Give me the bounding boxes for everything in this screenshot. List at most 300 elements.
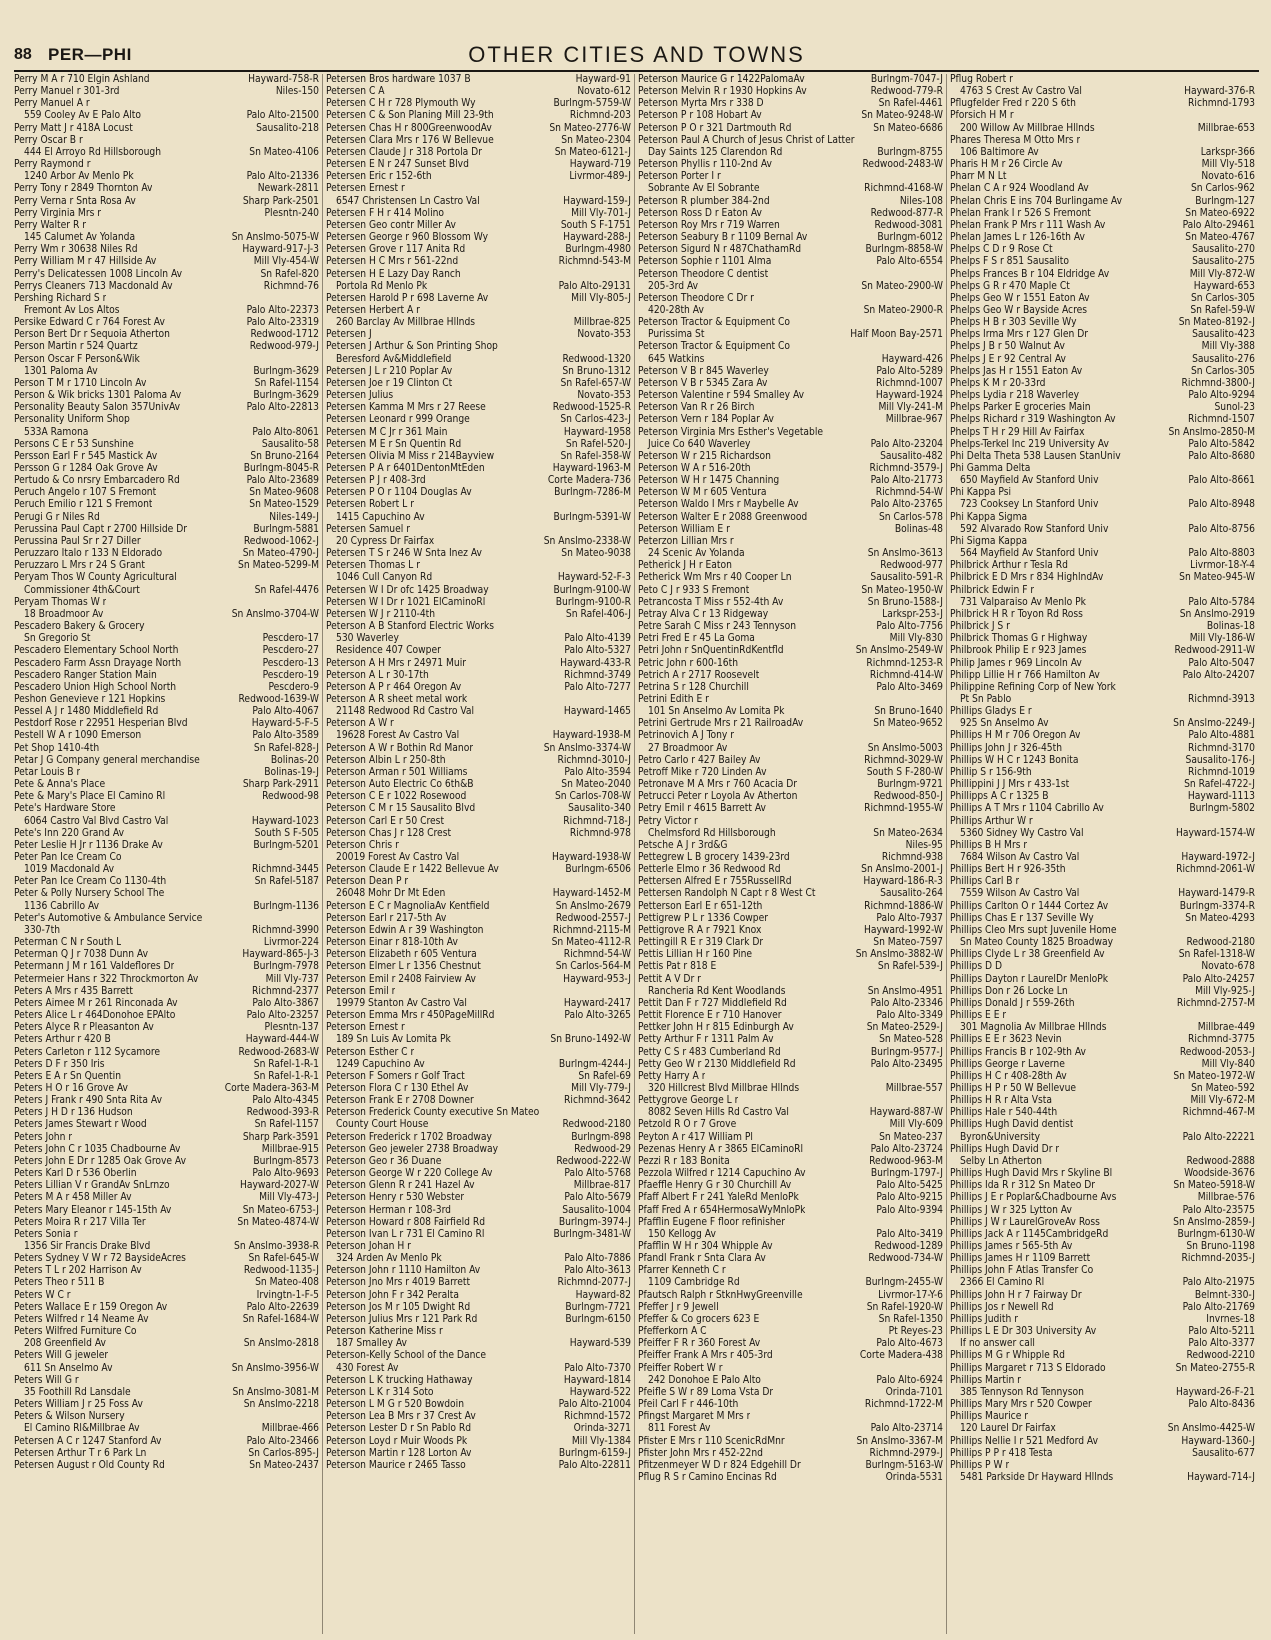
directory-entry xyxy=(950,1083,1255,1095)
entry-name: Petersen H C Mrs r 561-22nd xyxy=(326,256,459,268)
directory-entry xyxy=(638,1119,943,1131)
entry-name: Sn Gregorio St xyxy=(24,633,91,645)
entry-phone: Mill Vly-779-J xyxy=(571,1082,631,1094)
entry-name: 330-7th xyxy=(24,924,61,936)
entry-name: Phelps T H r 29 Hill Av Fairfax xyxy=(950,426,1085,438)
entry-name: Pete's Inn 220 Grand Av xyxy=(14,827,124,839)
entry-phone: Richmnd-978 xyxy=(569,827,631,839)
directory-entry xyxy=(326,427,631,439)
entry-phone: Sn Anslmo-3081-M xyxy=(232,1386,319,1398)
entry-name: Petrancosta T Miss r 552-4th Av xyxy=(638,596,784,608)
entry-name: Peterson Chris r xyxy=(326,839,399,851)
entry-phone: Burlngm-898 xyxy=(571,1131,631,1143)
entry-name: Phillips Hugh David Dr r xyxy=(950,1143,1060,1155)
directory-entry xyxy=(14,645,319,657)
directory-entry xyxy=(14,560,319,572)
entry-name: Phelps J B r 50 Walnut Av xyxy=(950,341,1065,353)
entry-name: Peterson Theodore C Dr r xyxy=(638,292,754,304)
directory-entry xyxy=(14,658,319,670)
directory-entry xyxy=(326,1095,631,1107)
directory-entry xyxy=(638,548,943,560)
entry-phone: Hayward-2417 xyxy=(563,997,631,1009)
entry-name: Pezenas Henry A r 3865 ElCaminoRl xyxy=(638,1143,804,1155)
entry-name: 592 Alvarado Row Stanford Univ xyxy=(960,523,1109,535)
directory-entry xyxy=(14,341,319,353)
entry-name: Peterson E C r MagnoliaAv Kentfield xyxy=(326,900,490,912)
entry-name: Petersen W I Dr r 1021 ElCaminoRl xyxy=(326,596,486,608)
entry-phone: Sn Rafel-1350 xyxy=(878,1313,943,1325)
entry-phone: Richmnd-2077-J xyxy=(557,1277,631,1289)
entry-phone: Sn Rafel-406-J xyxy=(565,608,631,620)
directory-column-3 xyxy=(638,74,943,1634)
entry-name: Peters Wilfred Furniture Co xyxy=(14,1326,137,1338)
entry-phone: Mill Vly-805-J xyxy=(571,292,631,304)
directory-entry xyxy=(950,864,1255,876)
entry-name: Petermann J M r 161 Valdeflores Dr xyxy=(14,961,175,973)
directory-entry xyxy=(14,803,319,815)
directory-entry xyxy=(950,232,1255,244)
directory-entry xyxy=(950,1350,1255,1362)
entry-phone: Hayward-653 xyxy=(1193,280,1255,292)
entry-phone: Palo Alto-7370 xyxy=(564,1362,631,1374)
directory-entry xyxy=(14,1205,319,1217)
directory-entry xyxy=(638,196,943,208)
entry-phone: Redwood-2483-W xyxy=(862,159,943,171)
entry-name: 1109 Cambridge Rd xyxy=(648,1277,740,1289)
entry-phone: Palo Alto-21500 xyxy=(246,110,319,122)
directory-entry xyxy=(326,961,631,973)
directory-entry xyxy=(638,1387,943,1399)
directory-entry xyxy=(326,1010,631,1022)
entry-phone: South S F-1751 xyxy=(560,219,631,231)
entry-phone: Palo Alto-21773 xyxy=(870,475,943,487)
entry-phone: Sn Carlos-305 xyxy=(1190,292,1255,304)
entry-name: Phillips J W r 325 Lytton Av xyxy=(950,1204,1072,1216)
directory-entry xyxy=(638,98,943,110)
entry-name: Pfefferkorn A C xyxy=(638,1326,707,1338)
entry-name: Peterson A R sheet metal work xyxy=(326,693,468,705)
directory-entry xyxy=(638,1083,943,1095)
entry-name: Petry Emil r 4615 Barrett Av xyxy=(638,803,766,815)
entry-phone: Palo Alto-7937 xyxy=(876,912,943,924)
entry-name: 7559 Wilson Av Castro Val xyxy=(960,888,1080,900)
entry-name: Phelps F S r 851 Sausalito xyxy=(950,256,1069,268)
entry-phone: Palo Alto-3613 xyxy=(564,1265,631,1277)
entry-phone: Sn Rafel-358-W xyxy=(560,450,631,462)
directory-entry xyxy=(638,925,943,937)
entry-name: Phillippini J J Mrs r 433-1st xyxy=(950,779,1070,791)
entry-phone: Redwood-1712 xyxy=(250,329,319,341)
directory-entry xyxy=(326,1071,631,1083)
entry-name: Petterle Elmo r 36 Redwood Rd xyxy=(638,864,781,876)
directory-entry xyxy=(638,110,943,122)
entry-name: Peters William J r 25 Foss Av xyxy=(14,1399,143,1411)
entry-phone: Palo Alto-22813 xyxy=(246,402,319,414)
entry-name: Peterson L K r 314 Soto xyxy=(326,1386,434,1398)
entry-name: 645 Watkins xyxy=(648,353,705,365)
entry-name: Pharr M N Lt xyxy=(950,171,1007,183)
entry-name: Pessel A J r 1480 Middlefield Rd xyxy=(14,706,159,718)
entry-phone: Hayward-1958 xyxy=(563,426,631,438)
entry-name: Philbrick J S r xyxy=(950,621,1010,633)
entry-phone: Palo Alto-23689 xyxy=(246,475,319,487)
directory-entry xyxy=(950,1180,1255,1192)
entry-name: Peterman Q J r 7038 Dunn Av xyxy=(14,949,149,961)
entry-name: Peters Alice L r 464Donohoe EPAlto xyxy=(14,1010,176,1022)
entry-name: Phelps-Terkel Inc 219 University Av xyxy=(950,438,1109,450)
entry-phone: Millbrae-653 xyxy=(1197,122,1255,134)
directory-entry xyxy=(14,816,319,828)
entry-phone: Sn Anslmo-3956-W xyxy=(231,1362,319,1374)
entry-phone: Sn Mateo-6686 xyxy=(873,122,943,134)
entry-phone: Sn Anslmo-2919 xyxy=(1179,608,1255,620)
directory-entry xyxy=(950,317,1255,329)
entry-phone: Sn Mateo-2634 xyxy=(873,827,943,839)
entry-name: Petersen W I Dr ofc 1425 Broadway xyxy=(326,584,489,596)
directory-entry xyxy=(638,633,943,645)
directory-entry xyxy=(638,706,943,718)
directory-entry xyxy=(14,743,319,755)
directory-entry xyxy=(326,183,631,195)
directory-entry xyxy=(950,463,1255,475)
entry-name: Petersen C A xyxy=(326,86,385,98)
entry-phone: South S F-280-W xyxy=(866,766,943,778)
entry-name: Phillips P W r xyxy=(950,1459,1010,1471)
entry-phone: Sn Mateo-9652 xyxy=(873,718,943,730)
entry-name: Peterson L M G r 520 Bowdoin xyxy=(326,1399,464,1411)
entry-name: Petrini Gertrude Mrs r 21 RailroadAv xyxy=(638,718,804,730)
directory-entry xyxy=(950,475,1255,487)
directory-entry xyxy=(326,658,631,670)
directory-entry xyxy=(638,913,943,925)
entry-name: Phillips John H r 7 Fairway Dr xyxy=(950,1289,1082,1301)
entry-phone: Burlngm-3629 xyxy=(253,365,319,377)
entry-phone: Palo Alto-5842 xyxy=(1188,438,1255,450)
entry-phone: Hayward-865-J-3 xyxy=(242,949,319,961)
entry-name: Peterson W A r 516-20th xyxy=(638,463,751,474)
entry-name: Peter & Polly Nursery School The xyxy=(14,888,165,900)
directory-entry xyxy=(326,548,631,560)
entry-name: 20 Cypress Dr Fairfax xyxy=(336,535,435,547)
directory-entry xyxy=(14,1217,319,1229)
directory-entry xyxy=(638,572,943,584)
entry-name: Peterson Roy Mrs r 719 Warren xyxy=(638,219,780,231)
entry-phone: Mill Vly-830 xyxy=(889,633,943,645)
directory-entry xyxy=(950,658,1255,670)
entry-name: 242 Donohoe E Palo Alto xyxy=(648,1374,761,1386)
directory-entry xyxy=(638,755,943,767)
entry-phone: Palo Alto-3589 xyxy=(252,730,319,742)
entry-phone: Sn Rafel-828-J xyxy=(253,742,319,754)
directory-entry xyxy=(950,937,1255,949)
entry-name: Peters Theo r 511 B xyxy=(14,1277,105,1289)
entry-name: 106 Baltimore Av xyxy=(960,146,1039,158)
directory-entry xyxy=(950,816,1255,828)
entry-name: Pfister John Mrs r 452-22nd xyxy=(638,1447,763,1459)
directory-entry xyxy=(14,1156,319,1168)
entry-phone: Sn Mateo-6753-J xyxy=(242,1204,319,1216)
entry-name: Residence 407 Cowper xyxy=(336,645,441,657)
entry-phone: Palo Alto-3594 xyxy=(564,766,631,778)
entry-name: Day Saints 125 Clarendon Rd xyxy=(648,146,783,158)
directory-entry xyxy=(14,244,319,256)
entry-name: Pfister E Mrs r 110 ScenicRdMnr xyxy=(638,1435,785,1447)
entry-name: Peters A Mrs r 435 Barrett xyxy=(14,985,133,997)
entry-name: Phillip S r 156-9th xyxy=(950,766,1032,778)
directory-entry xyxy=(638,876,943,888)
directory-entry xyxy=(14,1302,319,1314)
entry-phone: Sn Rafel-1920-W xyxy=(866,1301,943,1313)
directory-column-4 xyxy=(950,74,1255,1634)
directory-entry xyxy=(638,536,943,548)
directory-entry xyxy=(638,524,943,536)
entry-name: Peterson A W r Bothin Rd Manor xyxy=(326,742,474,754)
entry-name: Petersen Grove r 117 Anita Rd xyxy=(326,244,466,256)
directory-entry xyxy=(950,451,1255,463)
directory-entry xyxy=(14,1071,319,1083)
entry-phone: Sn Mateo-2529-J xyxy=(866,1022,943,1034)
entry-name: Pete & Anna's Place xyxy=(14,779,106,791)
entry-phone: Mill Vly-609 xyxy=(889,1119,943,1131)
entry-name: Phillips D D xyxy=(950,961,1003,973)
entry-name: Peterson Howard r 808 Fairfield Rd xyxy=(326,1216,486,1228)
entry-phone: Sn Rafel-69 xyxy=(578,1070,631,1082)
entry-name: Pezzola Wilfred r 1214 Capuchino Av xyxy=(638,1168,806,1180)
entry-name: Petrucci Peter r Loyola Av Atherton xyxy=(638,791,798,803)
entry-name: Philbrook Philip E r 923 James xyxy=(950,645,1087,657)
entry-phone: Irvingtn-1-F-5 xyxy=(256,1289,319,1301)
entry-phone: Corte Madera-363-M xyxy=(224,1082,319,1094)
directory-entry xyxy=(638,317,943,329)
entry-name: Personality Beauty Salon 357UnivAv xyxy=(14,402,181,414)
entry-name: 150 Kellogg Av xyxy=(648,1228,716,1240)
entry-name: Petersen T S r 246 W Snta Inez Av xyxy=(326,548,482,560)
directory-entry xyxy=(638,803,943,815)
directory-entry xyxy=(14,888,319,900)
entry-phone: Sn Anslmo-3613 xyxy=(867,548,943,560)
entry-name: Peters T L r 202 Harrison Av xyxy=(14,1265,142,1277)
directory-entry xyxy=(950,706,1255,718)
directory-entry xyxy=(638,354,943,366)
entry-name: Petty Arthur F r 1311 Palm Av xyxy=(638,1034,774,1046)
directory-entry xyxy=(14,670,319,682)
entry-name: Pfeifle S W r 89 Loma Vsta Dr xyxy=(638,1386,774,1398)
entry-phone: Hayward-1938-W xyxy=(551,852,631,863)
directory-entry xyxy=(326,633,631,645)
entry-name: Chelmsford Rd Hillsborough xyxy=(648,827,776,839)
entry-phone: Sn Rafel-1154 xyxy=(254,377,319,389)
directory-entry xyxy=(950,220,1255,232)
header-rule xyxy=(14,70,1259,72)
entry-phone: Palo Alto-8803 xyxy=(1188,548,1255,560)
entry-phone: Redwood-2557-J xyxy=(555,912,631,924)
entry-phone: Richmnd-54-W xyxy=(563,949,631,961)
entry-phone: Palo Alto-3349 xyxy=(876,1010,943,1022)
directory-entry xyxy=(14,1290,319,1302)
entry-name: Perussina Paul Capt r 2700 Hillside Dr xyxy=(14,523,188,535)
entry-phone: Redwood-222-W xyxy=(556,1155,631,1167)
entry-phone: Sn Carlos-305 xyxy=(1190,365,1255,377)
directory-entry xyxy=(14,183,319,195)
directory-entry xyxy=(950,135,1255,147)
entry-name: 101 Sn Anselmo Av Lomita Pk xyxy=(648,706,785,718)
entry-phone: Hayward-1023 xyxy=(251,815,319,827)
directory-entry xyxy=(14,135,319,147)
entry-phone: Sn Mateo-408 xyxy=(255,1277,319,1289)
entry-name: Phelan Chris E ins 704 Burlingame Av xyxy=(950,195,1122,207)
entry-phone: Redwood-2911-W xyxy=(1174,645,1255,657)
entry-name: Peterson Dean P r xyxy=(326,876,409,888)
entry-name: 420-28th Av xyxy=(648,304,704,316)
entry-name: Pettit Dan F r 727 Middlefield Rd xyxy=(638,997,787,1009)
entry-name: Peters John r xyxy=(14,1131,73,1143)
directory-entry xyxy=(326,269,631,281)
directory-entry xyxy=(638,86,943,98)
directory-entry xyxy=(950,670,1255,682)
entry-phone: Sn Anslmo-3938-R xyxy=(234,1241,319,1252)
directory-entry xyxy=(14,1326,319,1338)
entry-phone: Sn Mateo-7597 xyxy=(873,937,943,949)
entry-name: Philippine Refining Corp of New York xyxy=(950,681,1116,693)
entry-phone: Sn Anslmo-2338-W xyxy=(543,535,631,547)
directory-entry xyxy=(14,1083,319,1095)
directory-entry xyxy=(950,1010,1255,1022)
directory-entry xyxy=(950,1314,1255,1326)
entry-phone: Palo Alto-7756 xyxy=(876,621,943,633)
directory-entry xyxy=(638,1168,943,1180)
entry-name: Juice Co 640 Waverley xyxy=(648,438,751,450)
entry-name: Peterson W M r 605 Ventura xyxy=(638,487,767,499)
entry-name: Peyton A r 417 William Pl xyxy=(638,1131,753,1143)
entry-name: Perry Wm r 30638 Niles Rd xyxy=(14,244,138,256)
directory-entry xyxy=(326,98,631,110)
entry-phone: Richmnd-543-M xyxy=(558,256,631,268)
entry-phone: Sausalito-270 xyxy=(1192,244,1255,256)
entry-name: Philbrick E D Mrs r 834 HighlndAv xyxy=(950,572,1104,584)
entry-phone: Palo Alto-7277 xyxy=(564,681,631,693)
entry-phone: Plesntn-240 xyxy=(264,207,319,219)
entry-phone: Burlngm-5391-W xyxy=(553,511,631,523)
entry-name: Phillips B H Mrs r xyxy=(950,839,1028,851)
entry-name: Peterson Emil r xyxy=(326,985,396,997)
entry-phone: Palo Alto-9693 xyxy=(252,1168,319,1180)
entry-phone: Burlngm-3629 xyxy=(253,390,319,402)
directory-entry xyxy=(326,1022,631,1034)
entry-phone: Richmnd-1793 xyxy=(1188,98,1255,110)
entry-name: Petronave M A Mrs r 760 Acacia Dr xyxy=(638,779,798,791)
entry-phone: Redwood-1525-R xyxy=(552,402,631,414)
entry-name: Peterson Claude E r 1422 Bellevue Av xyxy=(326,864,499,876)
entry-phone: Sn Rafel-4476 xyxy=(254,584,319,596)
directory-entry xyxy=(950,1253,1255,1265)
entry-phone: Richmnd-2115-M xyxy=(552,924,631,936)
directory-entry xyxy=(326,390,631,402)
directory-entry xyxy=(950,682,1255,694)
entry-phone: Sn Anslmo-2818 xyxy=(243,1338,319,1350)
directory-entry xyxy=(638,779,943,791)
entry-phone: Sn Rafel-5187 xyxy=(254,876,319,888)
directory-entry xyxy=(950,402,1255,414)
entry-name: Peterson John r 1110 Hamilton Av xyxy=(326,1265,481,1277)
entry-phone: Mill Vly-518 xyxy=(1201,159,1255,171)
entry-phone: Palo Alto-23257 xyxy=(246,1010,319,1022)
entry-name: Pfeffer & Co grocers 623 E xyxy=(638,1313,760,1325)
directory-entry xyxy=(14,1314,319,1326)
directory-entry xyxy=(638,730,943,742)
entry-name: Pfaff Fred A r 654HermosaWyMnloPk xyxy=(638,1204,806,1216)
entry-phone: Palo Alto-29131 xyxy=(558,280,631,292)
entry-phone: Sn Anslmo-2859-J xyxy=(1173,1216,1255,1228)
entry-name: Petray Alva C r 13 Ridgeway xyxy=(638,608,769,620)
directory-entry xyxy=(14,1423,319,1435)
directory-entry xyxy=(950,427,1255,439)
entry-phone: Richmnd-1955-W xyxy=(864,803,943,815)
entry-name: 5360 Sidney Wy Castro Val xyxy=(960,827,1084,839)
directory-entry xyxy=(950,414,1255,426)
directory-entry xyxy=(638,645,943,657)
entry-phone: Mill Vly-872-W xyxy=(1189,268,1255,280)
entry-name: Peterson Esther C r xyxy=(326,1046,415,1058)
entry-name: Petersen P J r 408-3rd xyxy=(326,475,426,487)
entry-phone: Mill Vly-1384 xyxy=(571,1435,631,1447)
entry-name: Peterson Tractor & Equipment Co xyxy=(638,317,791,329)
entry-phone: Hayward-52-F-3 xyxy=(557,572,631,584)
entry-phone: Redwood-3081 xyxy=(874,219,943,231)
entry-name: Peterson Phyllis r 110-2nd Av xyxy=(638,159,772,171)
directory-entry xyxy=(950,196,1255,208)
entry-phone: Novato-616 xyxy=(1201,171,1255,183)
entry-name: Phillips John J r 326-45th xyxy=(950,742,1063,754)
entry-name: Pershing Richard S r xyxy=(14,292,107,304)
directory-entry xyxy=(950,876,1255,888)
entry-name: Peterson Albin L r 250-8th xyxy=(326,754,446,766)
entry-name: 559 Cooley Av E Palo Alto xyxy=(24,110,141,122)
directory-entry xyxy=(14,196,319,208)
entry-name: Peterzon Lillian Mrs r xyxy=(638,535,734,547)
entry-phone: Palo Alto-4067 xyxy=(252,706,319,718)
entry-phone: Burlngm-9100-W xyxy=(553,584,631,596)
directory-entry xyxy=(326,110,631,122)
entry-phone: Palo Alto-3867 xyxy=(252,997,319,1009)
entry-name: Petersen H E Lazy Day Ranch xyxy=(326,268,461,280)
directory-entry xyxy=(638,269,943,281)
directory-entry xyxy=(638,220,943,232)
directory-entry xyxy=(326,463,631,475)
entry-name: Petty C S r 483 Cumberland Rd xyxy=(638,1046,781,1058)
entry-name: 145 Calumet Av Yolanda xyxy=(24,232,136,244)
directory-entry xyxy=(14,937,319,949)
entry-phone: Corte Madera-438 xyxy=(859,1350,943,1362)
directory-entry xyxy=(950,1326,1255,1338)
directory-entry xyxy=(950,305,1255,317)
directory-entry xyxy=(14,718,319,730)
entry-phone: Sharp Park-3591 xyxy=(242,1131,319,1143)
directory-entry xyxy=(326,913,631,925)
directory-entry xyxy=(326,597,631,609)
directory-entry xyxy=(326,1436,631,1448)
entry-name: Phillips J W r LaurelGroveAv Ross xyxy=(950,1216,1100,1228)
entry-name: 19628 Forest Av Castro Val xyxy=(336,730,460,742)
entry-name: 18 Broadmoor Av xyxy=(24,608,104,620)
entry-phone: Redwood-963-M xyxy=(869,1155,943,1167)
entry-phone: Richmnd-1253-R xyxy=(866,657,943,669)
entry-name: Petermeier Hans r 322 Throckmorton Av xyxy=(14,973,199,985)
entry-name: Peterson Johan H r xyxy=(326,1241,411,1252)
directory-entry xyxy=(638,1132,943,1144)
entry-name: Peters John C r 1035 Chadbourne Av xyxy=(14,1143,181,1155)
entry-name: Peterson Melvin R r 1930 Hopkins Av xyxy=(638,86,807,98)
entry-phone: Burlngm-5163-W xyxy=(865,1459,943,1471)
